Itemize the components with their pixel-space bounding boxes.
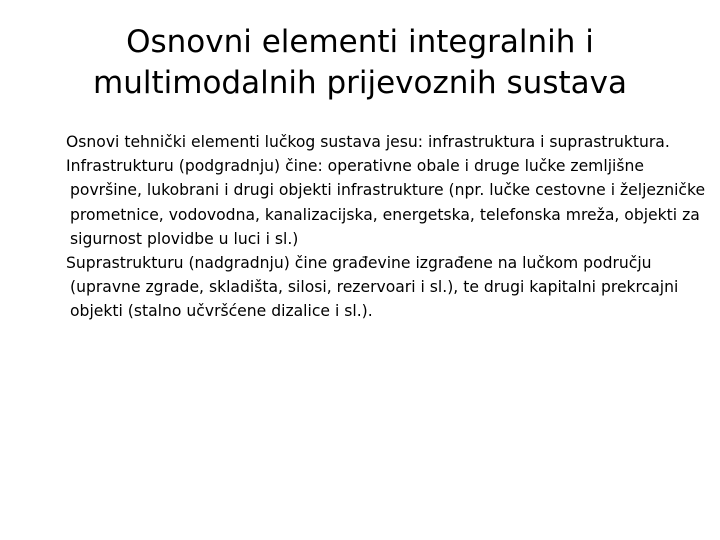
slide-title-line-1: Osnovni elementi integralnih i (126, 24, 594, 60)
slide-title (20, 22, 700, 104)
body-paragraph-elements: Osnovi tehnički elementi lučkog sustava jesu: infrastruktura i suprastruktura. (66, 133, 670, 151)
slide-title-line-2: multimodalnih prijevoznih sustava (93, 65, 627, 101)
body-paragraph-suprastructure: Suprastrukturu (nadgradnju) čine građevine izgrađene na lučkom području (upravne zgrade, skladišta, silosi, rezervoari i sl.), te drugi kapitalni prekrcajni objekti (stalno učvršćene dizalice i sl.). (66, 254, 679, 321)
slide-body (66, 130, 706, 324)
body-paragraph-infrastructure: Infrastrukturu (podgradnju) čine: operativne obale i druge lučke zemljišne površine, lukobrani i drugi objekti infrastrukture (npr. lučke cestovne i željezničke prometnice, vodovodna, kanalizacijska, energetska, telefonska mreža, objekti za sigurnost plovidbe u luci i sl.) (66, 157, 706, 248)
